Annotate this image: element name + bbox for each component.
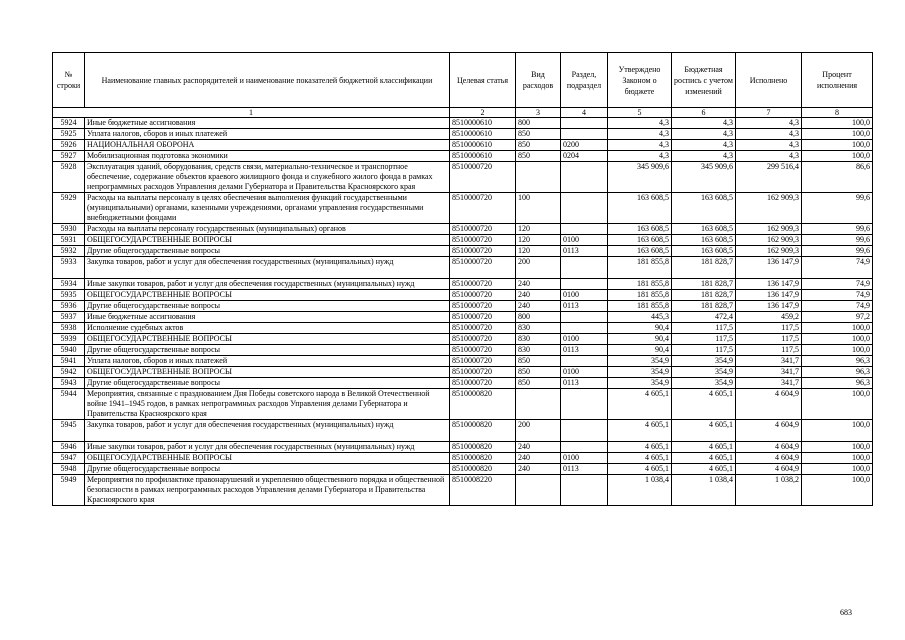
percent-cell: 74,9 [802, 290, 873, 301]
header-row [53, 53, 873, 108]
row-number-cell: 5931 [53, 235, 85, 246]
table-row [53, 235, 873, 246]
section-cell [561, 279, 608, 290]
expense-type-cell: 850 [516, 367, 561, 378]
approved-cell: 1 038,4 [608, 475, 672, 506]
percent-cell: 100,0 [802, 442, 873, 453]
column-number: 1 [53, 108, 450, 118]
section-cell [561, 118, 608, 129]
percent-cell: 99,6 [802, 235, 873, 246]
approved-cell: 163 608,5 [608, 235, 672, 246]
expense-type-cell: 800 [516, 118, 561, 129]
budget-cell: 117,5 [672, 323, 736, 334]
target-cell: 8510000720 [450, 246, 516, 257]
budget-cell: 4,3 [672, 151, 736, 162]
approved-cell: 445,3 [608, 312, 672, 323]
target-cell: 8510000820 [450, 464, 516, 475]
budget-cell: 4 605,1 [672, 453, 736, 464]
expense-type-cell [516, 162, 561, 193]
budget-cell: 472,4 [672, 312, 736, 323]
executed-cell: 459,2 [736, 312, 802, 323]
column-number-row [53, 108, 873, 118]
budget-cell: 181 828,7 [672, 290, 736, 301]
name-cell: Уплата налогов, сборов и иных платежей [85, 129, 450, 140]
row-number-cell: 5928 [53, 162, 85, 193]
section-cell: 0113 [561, 378, 608, 389]
executed-cell: 117,5 [736, 345, 802, 356]
approved-cell: 4,3 [608, 118, 672, 129]
target-cell: 8510000720 [450, 378, 516, 389]
row-number-cell: 5932 [53, 246, 85, 257]
section-cell: 0100 [561, 235, 608, 246]
expense-type-cell: 200 [516, 420, 561, 442]
row-number-cell: 5941 [53, 356, 85, 367]
name-cell: Закупка товаров, работ и услуг для обеспечения государственных (муниципальных) нужд [85, 257, 450, 279]
section-cell: 0100 [561, 290, 608, 301]
row-number-cell: 5926 [53, 140, 85, 151]
expense-type-cell: 850 [516, 151, 561, 162]
expense-type-cell: 120 [516, 235, 561, 246]
approved-cell: 345 909,6 [608, 162, 672, 193]
percent-cell: 100,0 [802, 464, 873, 475]
percent-cell: 96,3 [802, 378, 873, 389]
executed-cell: 4 604,9 [736, 442, 802, 453]
header-executed: Исполнено [736, 53, 802, 108]
target-cell: 8510000610 [450, 129, 516, 140]
expense-type-cell: 100 [516, 193, 561, 224]
section-cell [561, 356, 608, 367]
executed-cell: 4,3 [736, 118, 802, 129]
approved-cell: 90,4 [608, 334, 672, 345]
table-row [53, 334, 873, 345]
approved-cell: 163 608,5 [608, 224, 672, 235]
name-cell: ОБЩЕГОСУДАРСТВЕННЫЕ ВОПРОСЫ [85, 290, 450, 301]
target-cell: 8510000720 [450, 312, 516, 323]
table-row [53, 464, 873, 475]
approved-cell: 4 605,1 [608, 389, 672, 420]
budget-cell: 163 608,5 [672, 246, 736, 257]
section-cell: 0204 [561, 151, 608, 162]
executed-cell: 4,3 [736, 129, 802, 140]
name-cell: Иные бюджетные ассигнования [85, 312, 450, 323]
target-cell: 8510000610 [450, 151, 516, 162]
executed-cell: 136 147,9 [736, 279, 802, 290]
column-number: 6 [672, 108, 736, 118]
table-row [53, 290, 873, 301]
row-number-cell: 5927 [53, 151, 85, 162]
approved-cell: 4,3 [608, 151, 672, 162]
name-cell: Мероприятия по профилактике правонарушений и укреплению общественного порядка и общественной безопасности в рамках непрограммных расходов Управления делами Губернатора и Правительства Красноярского края [85, 475, 450, 506]
row-number-cell: 5925 [53, 129, 85, 140]
name-cell: Расходы на выплаты персоналу в целях обеспечения выполнения функций государственными (муниципальными) органами, казенными учреждениями, органами управления государственными внебюджетными фондами [85, 193, 450, 224]
approved-cell: 90,4 [608, 323, 672, 334]
expense-type-cell: 240 [516, 290, 561, 301]
executed-cell: 162 909,3 [736, 224, 802, 235]
row-number-cell: 5945 [53, 420, 85, 442]
table-row [53, 453, 873, 464]
budget-cell: 163 608,5 [672, 235, 736, 246]
target-cell: 8510000610 [450, 118, 516, 129]
budget-cell: 4 605,1 [672, 442, 736, 453]
percent-cell: 100,0 [802, 334, 873, 345]
budget-cell: 4,3 [672, 129, 736, 140]
header-name: Наименование главных распорядителей и наименование показателей бюджетной классификации [85, 53, 450, 108]
percent-cell: 96,3 [802, 367, 873, 378]
name-cell: Иные закупки товаров, работ и услуг для обеспечения государственных (муниципальных) нужд [85, 279, 450, 290]
section-cell [561, 442, 608, 453]
column-number: 5 [608, 108, 672, 118]
row-number-cell: 5949 [53, 475, 85, 506]
row-number-cell: 5934 [53, 279, 85, 290]
header-target: Целевая статья [450, 53, 516, 108]
approved-cell: 4,3 [608, 129, 672, 140]
row-number-cell: 5924 [53, 118, 85, 129]
approved-cell: 4,3 [608, 140, 672, 151]
name-cell: Мероприятия, связанные с празднованием Дня Победы советского народа в Великой Отечественной войне 1941–1945 годов, в рамках непрограммных расходов Управления делами Губернатора и Правительства Красноярского края [85, 389, 450, 420]
section-cell [561, 224, 608, 235]
approved-cell: 4 605,1 [608, 442, 672, 453]
expense-type-cell: 240 [516, 453, 561, 464]
approved-cell: 181 855,8 [608, 290, 672, 301]
executed-cell: 341,7 [736, 356, 802, 367]
expense-type-cell: 240 [516, 442, 561, 453]
percent-cell: 74,9 [802, 301, 873, 312]
column-number: 3 [516, 108, 561, 118]
row-number-cell: 5936 [53, 301, 85, 312]
table-row [53, 140, 873, 151]
expense-type-cell: 800 [516, 312, 561, 323]
name-cell: Другие общегосударственные вопросы [85, 378, 450, 389]
table-row [53, 378, 873, 389]
percent-cell: 100,0 [802, 389, 873, 420]
executed-cell: 162 909,3 [736, 235, 802, 246]
approved-cell: 354,9 [608, 378, 672, 389]
table-row [53, 442, 873, 453]
target-cell: 8510000720 [450, 356, 516, 367]
budget-cell: 354,9 [672, 378, 736, 389]
approved-cell: 4 605,1 [608, 453, 672, 464]
name-cell: Закупка товаров, работ и услуг для обеспечения государственных (муниципальных) нужд [85, 420, 450, 442]
approved-cell: 4 605,1 [608, 464, 672, 475]
executed-cell: 4,3 [736, 151, 802, 162]
page-number: 683 [840, 608, 852, 617]
name-cell: ОБЩЕГОСУДАРСТВЕННЫЕ ВОПРОСЫ [85, 235, 450, 246]
table-row [53, 246, 873, 257]
expense-type-cell: 830 [516, 323, 561, 334]
target-cell: 8510008220 [450, 475, 516, 506]
table-row [53, 151, 873, 162]
row-number-cell: 5940 [53, 345, 85, 356]
budget-cell: 181 828,7 [672, 301, 736, 312]
executed-cell: 1 038,2 [736, 475, 802, 506]
executed-cell: 136 147,9 [736, 257, 802, 279]
percent-cell: 100,0 [802, 345, 873, 356]
section-cell: 0113 [561, 301, 608, 312]
row-number-cell: 5946 [53, 442, 85, 453]
executed-cell: 4 604,9 [736, 420, 802, 442]
name-cell: ОБЩЕГОСУДАРСТВЕННЫЕ ВОПРОСЫ [85, 453, 450, 464]
section-cell: 0200 [561, 140, 608, 151]
expense-type-cell: 850 [516, 356, 561, 367]
expense-type-cell: 120 [516, 246, 561, 257]
budget-cell: 4 605,1 [672, 389, 736, 420]
budget-cell: 117,5 [672, 345, 736, 356]
name-cell: Мобилизационная подготовка экономики [85, 151, 450, 162]
approved-cell: 181 855,8 [608, 301, 672, 312]
section-cell [561, 257, 608, 279]
target-cell: 8510000720 [450, 257, 516, 279]
executed-cell: 117,5 [736, 323, 802, 334]
budget-cell: 4 605,1 [672, 420, 736, 442]
executed-cell: 299 516,4 [736, 162, 802, 193]
section-cell: 0113 [561, 464, 608, 475]
percent-cell: 99,6 [802, 224, 873, 235]
percent-cell: 100,0 [802, 118, 873, 129]
row-number-cell: 5929 [53, 193, 85, 224]
column-number: 2 [450, 108, 516, 118]
expense-type-cell: 830 [516, 345, 561, 356]
percent-cell: 96,3 [802, 356, 873, 367]
budget-cell: 4 605,1 [672, 464, 736, 475]
percent-cell: 100,0 [802, 129, 873, 140]
expense-type-cell: 120 [516, 224, 561, 235]
table-row [53, 475, 873, 506]
executed-cell: 117,5 [736, 334, 802, 345]
name-cell: Другие общегосударственные вопросы [85, 301, 450, 312]
percent-cell: 100,0 [802, 475, 873, 506]
row-number-cell: 5938 [53, 323, 85, 334]
expense-type-cell [516, 475, 561, 506]
executed-cell: 4 604,9 [736, 464, 802, 475]
percent-cell: 86,6 [802, 162, 873, 193]
section-cell [561, 129, 608, 140]
expense-type-cell: 200 [516, 257, 561, 279]
table-row [53, 323, 873, 334]
header-section: Раздел, подраздел [561, 53, 608, 108]
section-cell [561, 323, 608, 334]
column-number: 7 [736, 108, 802, 118]
budget-cell: 4,3 [672, 140, 736, 151]
percent-cell: 100,0 [802, 140, 873, 151]
target-cell: 8510000720 [450, 193, 516, 224]
table-row [53, 224, 873, 235]
table-row [53, 162, 873, 193]
executed-cell: 341,7 [736, 367, 802, 378]
header-approved: Утверждено Законом о бюджете [608, 53, 672, 108]
expense-type-cell: 850 [516, 140, 561, 151]
budget-cell: 181 828,7 [672, 257, 736, 279]
row-number-cell: 5933 [53, 257, 85, 279]
table-row [53, 118, 873, 129]
expense-type-cell: 830 [516, 334, 561, 345]
executed-cell: 136 147,9 [736, 301, 802, 312]
section-cell: 0100 [561, 367, 608, 378]
percent-cell: 99,6 [802, 193, 873, 224]
row-number-cell: 5937 [53, 312, 85, 323]
target-cell: 8510000720 [450, 323, 516, 334]
name-cell: ОБЩЕГОСУДАРСТВЕННЫЕ ВОПРОСЫ [85, 367, 450, 378]
name-cell: Другие общегосударственные вопросы [85, 464, 450, 475]
section-cell: 0113 [561, 345, 608, 356]
section-cell [561, 162, 608, 193]
table-row [53, 193, 873, 224]
name-cell: Уплата налогов, сборов и иных платежей [85, 356, 450, 367]
target-cell: 8510000820 [450, 453, 516, 464]
row-number-cell: 5948 [53, 464, 85, 475]
executed-cell: 4,3 [736, 140, 802, 151]
target-cell: 8510000720 [450, 279, 516, 290]
name-cell: Расходы на выплаты персоналу государственных (муниципальных) органов [85, 224, 450, 235]
executed-cell: 136 147,9 [736, 290, 802, 301]
name-cell: Другие общегосударственные вопросы [85, 345, 450, 356]
budget-cell: 181 828,7 [672, 279, 736, 290]
budget-cell: 345 909,6 [672, 162, 736, 193]
percent-cell: 100,0 [802, 453, 873, 464]
target-cell: 8510000720 [450, 224, 516, 235]
section-cell [561, 193, 608, 224]
table-row [53, 420, 873, 442]
header-percent: Процент исполнения [802, 53, 873, 108]
percent-cell: 74,9 [802, 279, 873, 290]
budget-cell: 4,3 [672, 118, 736, 129]
table-row [53, 345, 873, 356]
name-cell: НАЦИОНАЛЬНАЯ ОБОРОНА [85, 140, 450, 151]
row-number-cell: 5930 [53, 224, 85, 235]
percent-cell: 100,0 [802, 420, 873, 442]
approved-cell: 163 608,5 [608, 193, 672, 224]
section-cell [561, 389, 608, 420]
header-budget: Бюджетная роспись с учетом изменений [672, 53, 736, 108]
approved-cell: 4 605,1 [608, 420, 672, 442]
row-number-cell: 5942 [53, 367, 85, 378]
expense-type-cell: 240 [516, 301, 561, 312]
table-row [53, 301, 873, 312]
header-expense-type: Вид расходов [516, 53, 561, 108]
budget-cell: 354,9 [672, 367, 736, 378]
percent-cell: 100,0 [802, 323, 873, 334]
expense-type-cell: 240 [516, 464, 561, 475]
expense-type-cell [516, 389, 561, 420]
target-cell: 8510000720 [450, 367, 516, 378]
name-cell: Иные закупки товаров, работ и услуг для обеспечения государственных (муниципальных) нужд [85, 442, 450, 453]
approved-cell: 181 855,8 [608, 279, 672, 290]
executed-cell: 4 604,9 [736, 389, 802, 420]
approved-cell: 181 855,8 [608, 257, 672, 279]
table-row [53, 356, 873, 367]
target-cell: 8510000720 [450, 345, 516, 356]
table-row [53, 389, 873, 420]
row-number-cell: 5943 [53, 378, 85, 389]
executed-cell: 162 909,3 [736, 193, 802, 224]
budget-table [52, 52, 873, 506]
target-cell: 8510000820 [450, 389, 516, 420]
row-number-cell: 5944 [53, 389, 85, 420]
table-row [53, 129, 873, 140]
table-row [53, 312, 873, 323]
section-cell [561, 420, 608, 442]
executed-cell: 341,7 [736, 378, 802, 389]
percent-cell: 99,6 [802, 246, 873, 257]
budget-cell: 163 608,5 [672, 224, 736, 235]
name-cell: Исполнение судебных актов [85, 323, 450, 334]
name-cell: Иные бюджетные ассигнования [85, 118, 450, 129]
percent-cell: 97,2 [802, 312, 873, 323]
executed-cell: 162 909,3 [736, 246, 802, 257]
approved-cell: 354,9 [608, 356, 672, 367]
percent-cell: 100,0 [802, 151, 873, 162]
approved-cell: 354,9 [608, 367, 672, 378]
row-number-cell: 5947 [53, 453, 85, 464]
row-number-cell: 5935 [53, 290, 85, 301]
expense-type-cell: 850 [516, 129, 561, 140]
budget-cell: 163 608,5 [672, 193, 736, 224]
budget-cell: 1 038,4 [672, 475, 736, 506]
section-cell: 0113 [561, 246, 608, 257]
executed-cell: 4 604,9 [736, 453, 802, 464]
section-cell [561, 475, 608, 506]
budget-cell: 354,9 [672, 356, 736, 367]
budget-cell: 117,5 [672, 334, 736, 345]
row-number-cell: 5939 [53, 334, 85, 345]
approved-cell: 90,4 [608, 345, 672, 356]
table-row [53, 279, 873, 290]
header-row-number: № строки [53, 53, 85, 108]
target-cell: 8510000720 [450, 301, 516, 312]
table-row [53, 257, 873, 279]
table-row [53, 367, 873, 378]
target-cell: 8510000720 [450, 290, 516, 301]
expense-type-cell: 850 [516, 378, 561, 389]
column-number: 4 [561, 108, 608, 118]
target-cell: 8510000720 [450, 334, 516, 345]
target-cell: 8510000720 [450, 235, 516, 246]
target-cell: 8510000720 [450, 162, 516, 193]
target-cell: 8510000610 [450, 140, 516, 151]
target-cell: 8510000820 [450, 442, 516, 453]
section-cell: 0100 [561, 453, 608, 464]
percent-cell: 74,9 [802, 257, 873, 279]
column-number: 8 [802, 108, 873, 118]
section-cell: 0100 [561, 334, 608, 345]
expense-type-cell: 240 [516, 279, 561, 290]
approved-cell: 163 608,5 [608, 246, 672, 257]
target-cell: 8510000820 [450, 420, 516, 442]
name-cell: Эксплуатация зданий, оборудования, средств связи, материально-техническое и транспортное обеспечение, содержание объектов краевого жилищного фонда и служебного жилого фонда в рамках непрограммных расходов Управления делами Губернатора и Правительства Красноярского края [85, 162, 450, 193]
section-cell [561, 312, 608, 323]
name-cell: Другие общегосударственные вопросы [85, 246, 450, 257]
name-cell: ОБЩЕГОСУДАРСТВЕННЫЕ ВОПРОСЫ [85, 334, 450, 345]
